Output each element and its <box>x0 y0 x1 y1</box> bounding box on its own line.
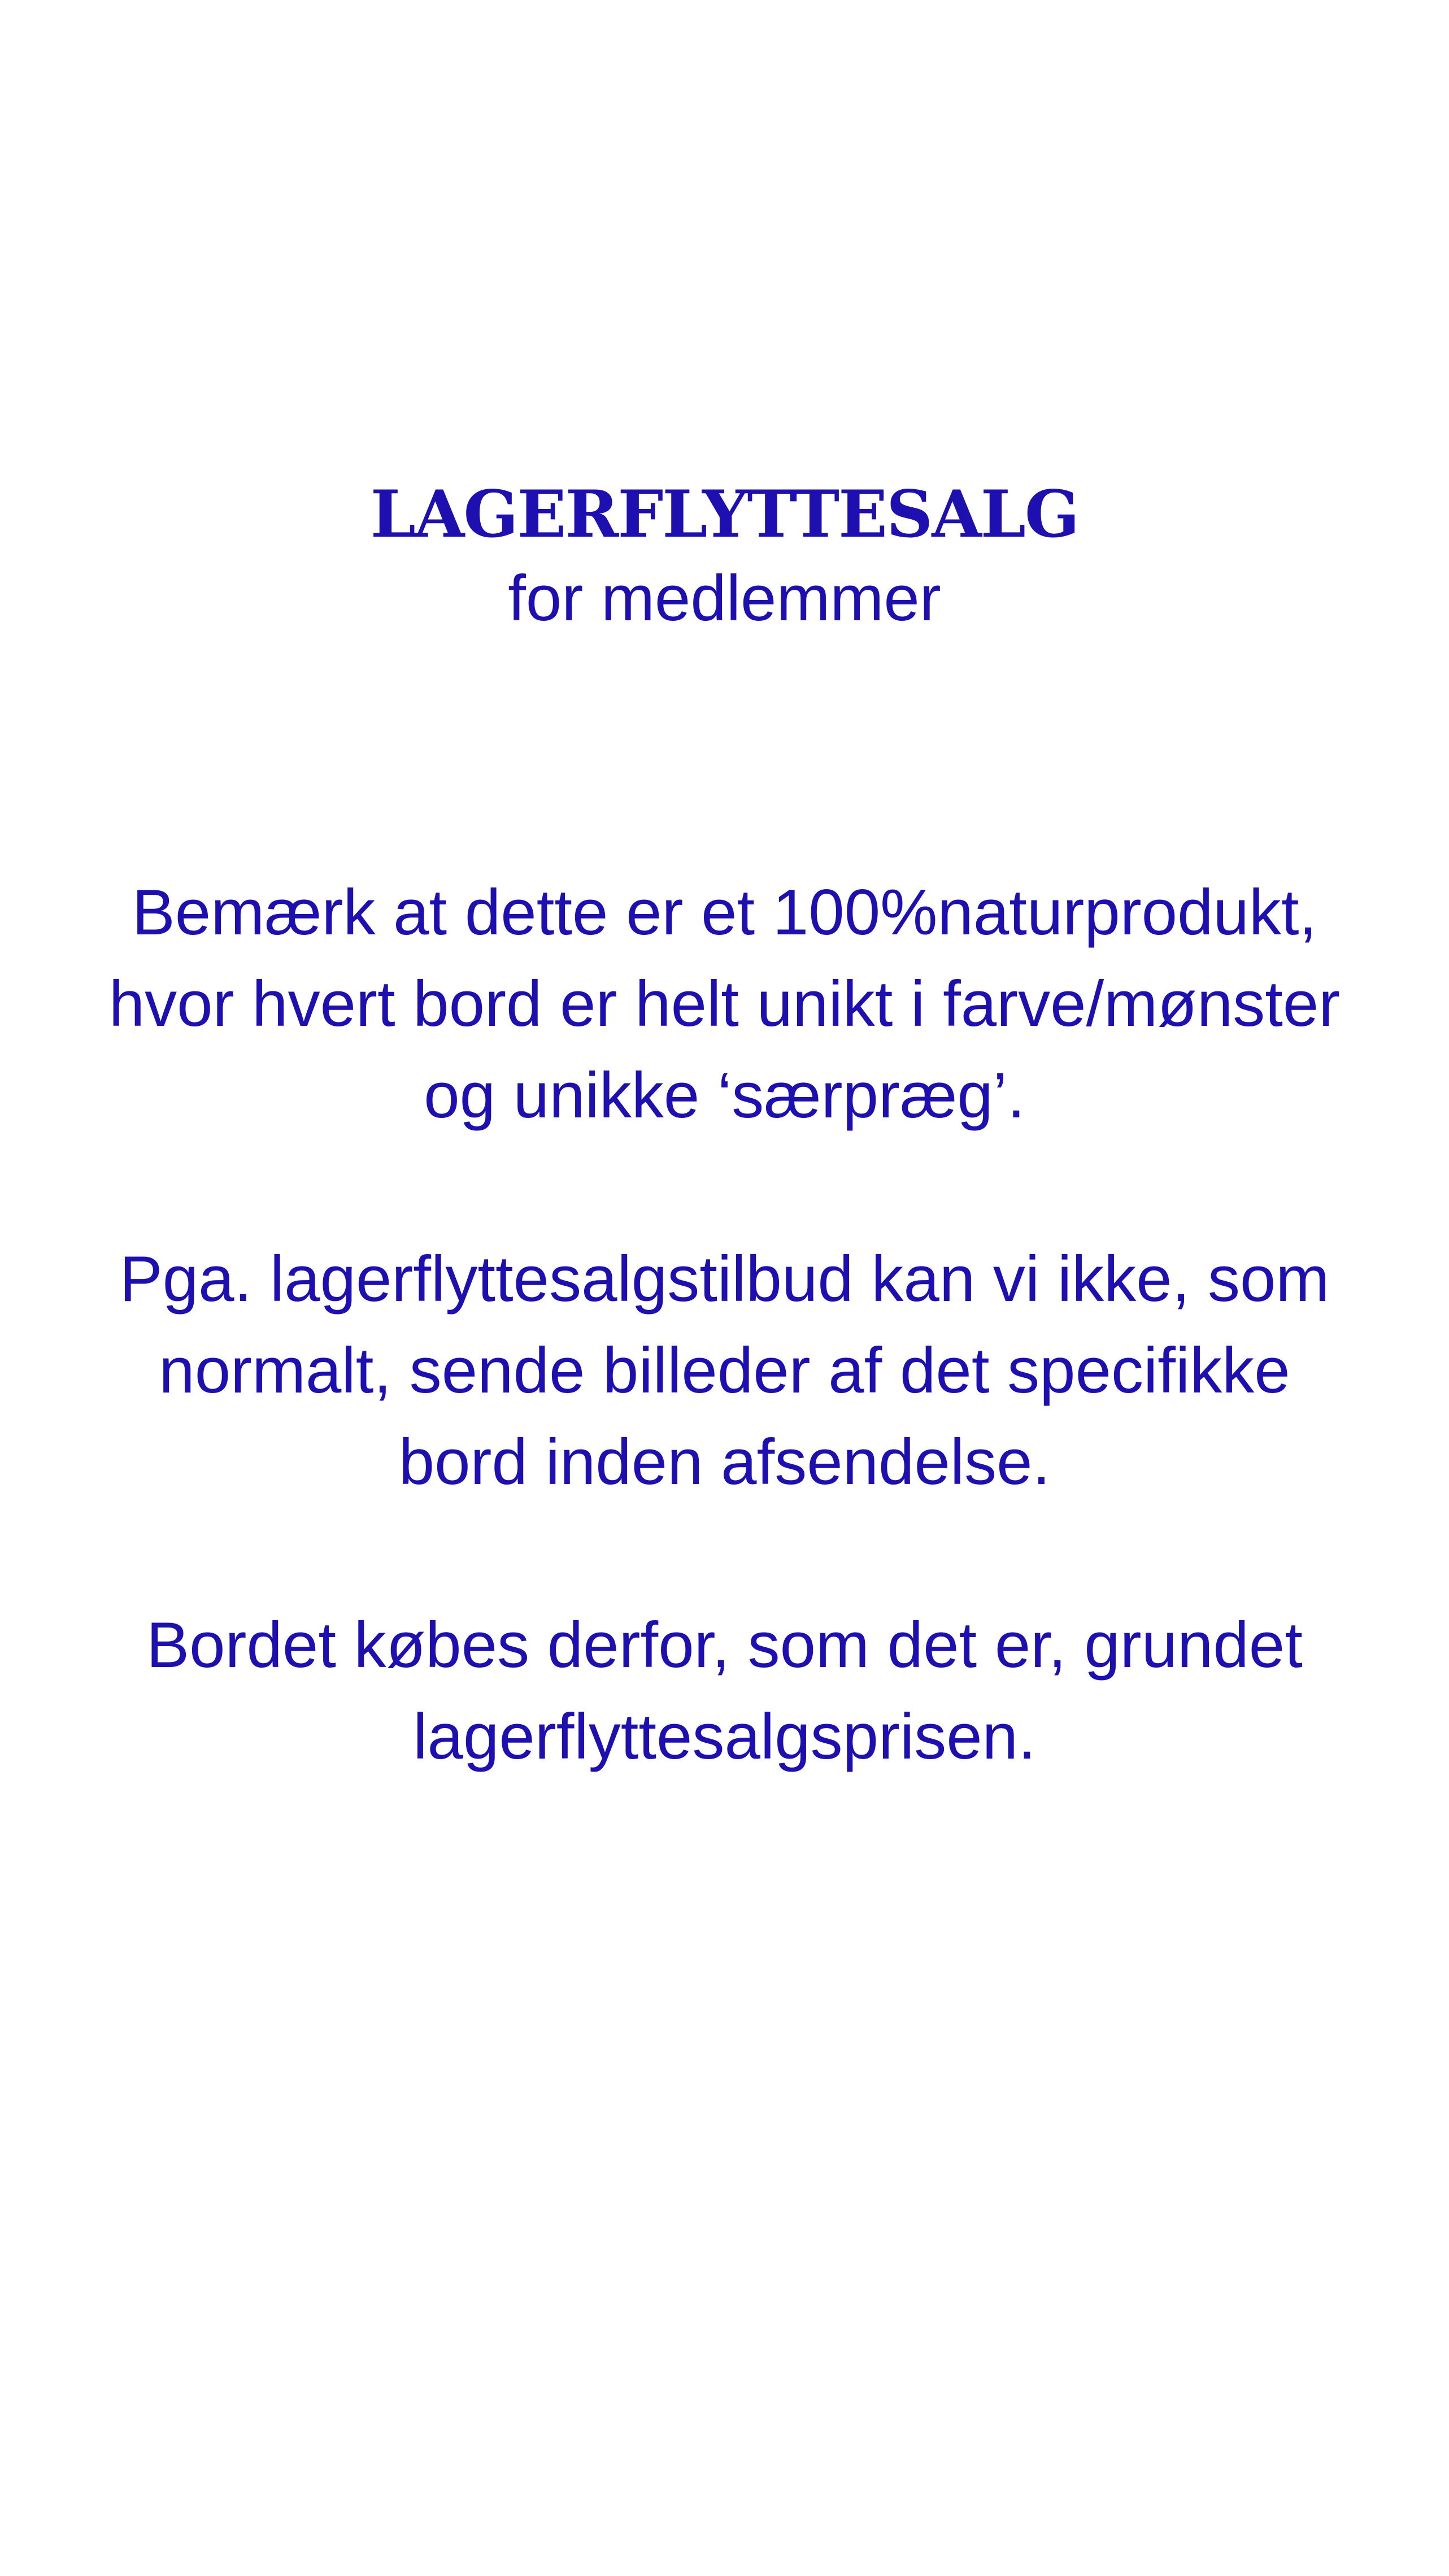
paragraph-no-photos <box>34 1234 1415 1508</box>
paragraph-line: Pga. lagerflyttesalgstilbud kan vi ikke, som <box>119 1243 1330 1315</box>
paragraph-line: Bemærk at dette er et 100%naturprodukt, <box>132 877 1317 948</box>
paragraph-natural-product <box>34 867 1415 1142</box>
paragraph-line: normalt, sende billeder af det specifikke <box>159 1335 1290 1407</box>
paragraph-sold-as-is <box>34 1600 1415 1783</box>
paragraph-line: bord inden afsendelse. <box>398 1426 1051 1498</box>
paragraph-line: hvor hvert bord er helt unikt i farve/mønster <box>108 968 1341 1040</box>
paragraph-line: lagerflyttesalgsprisen. <box>413 1701 1036 1773</box>
paragraph-line: Bordet købes derfor, som det er, grundet <box>146 1609 1303 1681</box>
page-subtitle: for medlemmer <box>508 563 941 634</box>
paragraph-line: og unikke ‘særpræg’. <box>424 1060 1025 1132</box>
heading <box>0 472 1449 641</box>
page-title: LAGERFLYTTESALG <box>370 476 1079 552</box>
